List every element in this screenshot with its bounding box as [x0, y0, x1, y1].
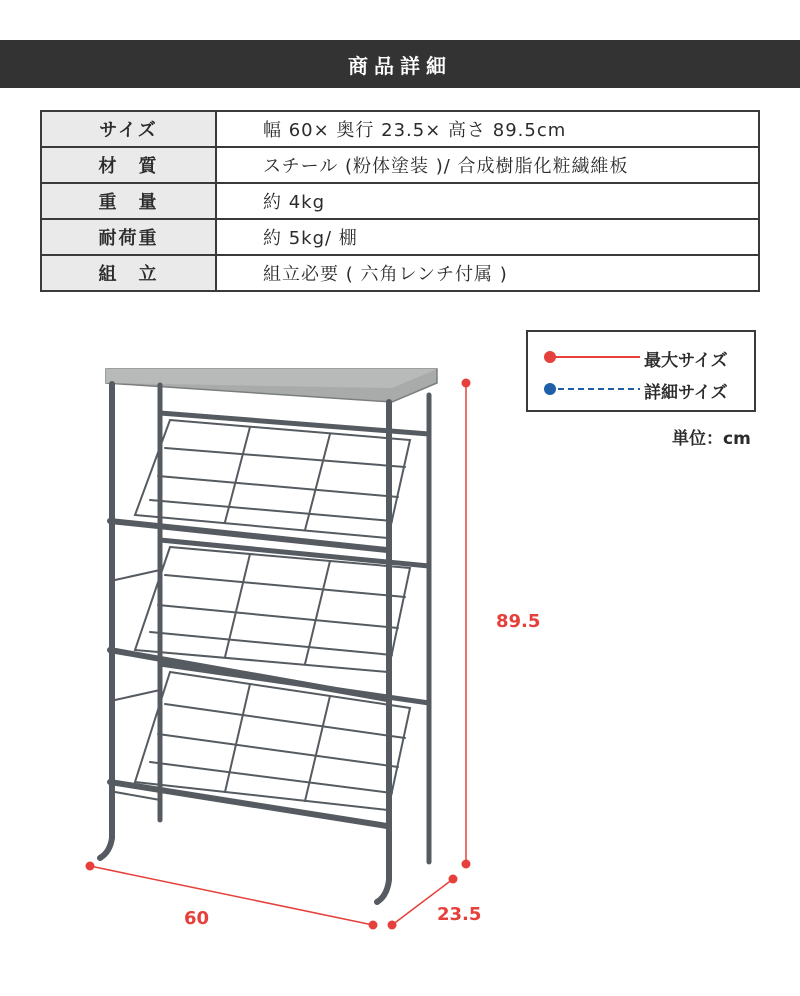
spec-value: 幅 60× 奥行 23.5× 高さ 89.5cm — [216, 111, 759, 147]
blue-dashed-line-icon — [538, 378, 642, 400]
width-dimension-label: 60 — [184, 908, 210, 929]
legend-box — [526, 330, 756, 412]
legend-item-max — [528, 342, 758, 372]
front-left-post — [100, 384, 112, 858]
spec-value: 約 4kg — [216, 183, 759, 219]
spec-label: 重 量 — [41, 183, 216, 219]
red-solid-line-icon — [538, 346, 642, 368]
spec-label: サイズ — [41, 111, 216, 147]
legend-label: 詳細サイズ — [644, 383, 728, 403]
legend-item-detail — [528, 374, 758, 404]
depth-dimension-label: 23.5 — [437, 904, 482, 925]
spec-value: 組立必要 ( 六角レンチ付属 ) — [216, 255, 759, 291]
spec-label: 耐荷重 — [41, 219, 216, 255]
spec-value: スチール (粉体塗装 )/ 合成樹脂化粧繊維板 — [216, 147, 759, 183]
unit-label: 単位：cm — [672, 429, 751, 449]
spec-value: 約 5kg/ 棚 — [216, 219, 759, 255]
spec-label: 材 質 — [41, 147, 216, 183]
section-title: 商品詳細 — [0, 40, 800, 88]
height-dimension-label: 89.5 — [496, 611, 541, 632]
legend-label: 最大サイズ — [644, 351, 728, 371]
shelf-illustration — [100, 369, 437, 902]
spec-label: 組 立 — [41, 255, 216, 291]
